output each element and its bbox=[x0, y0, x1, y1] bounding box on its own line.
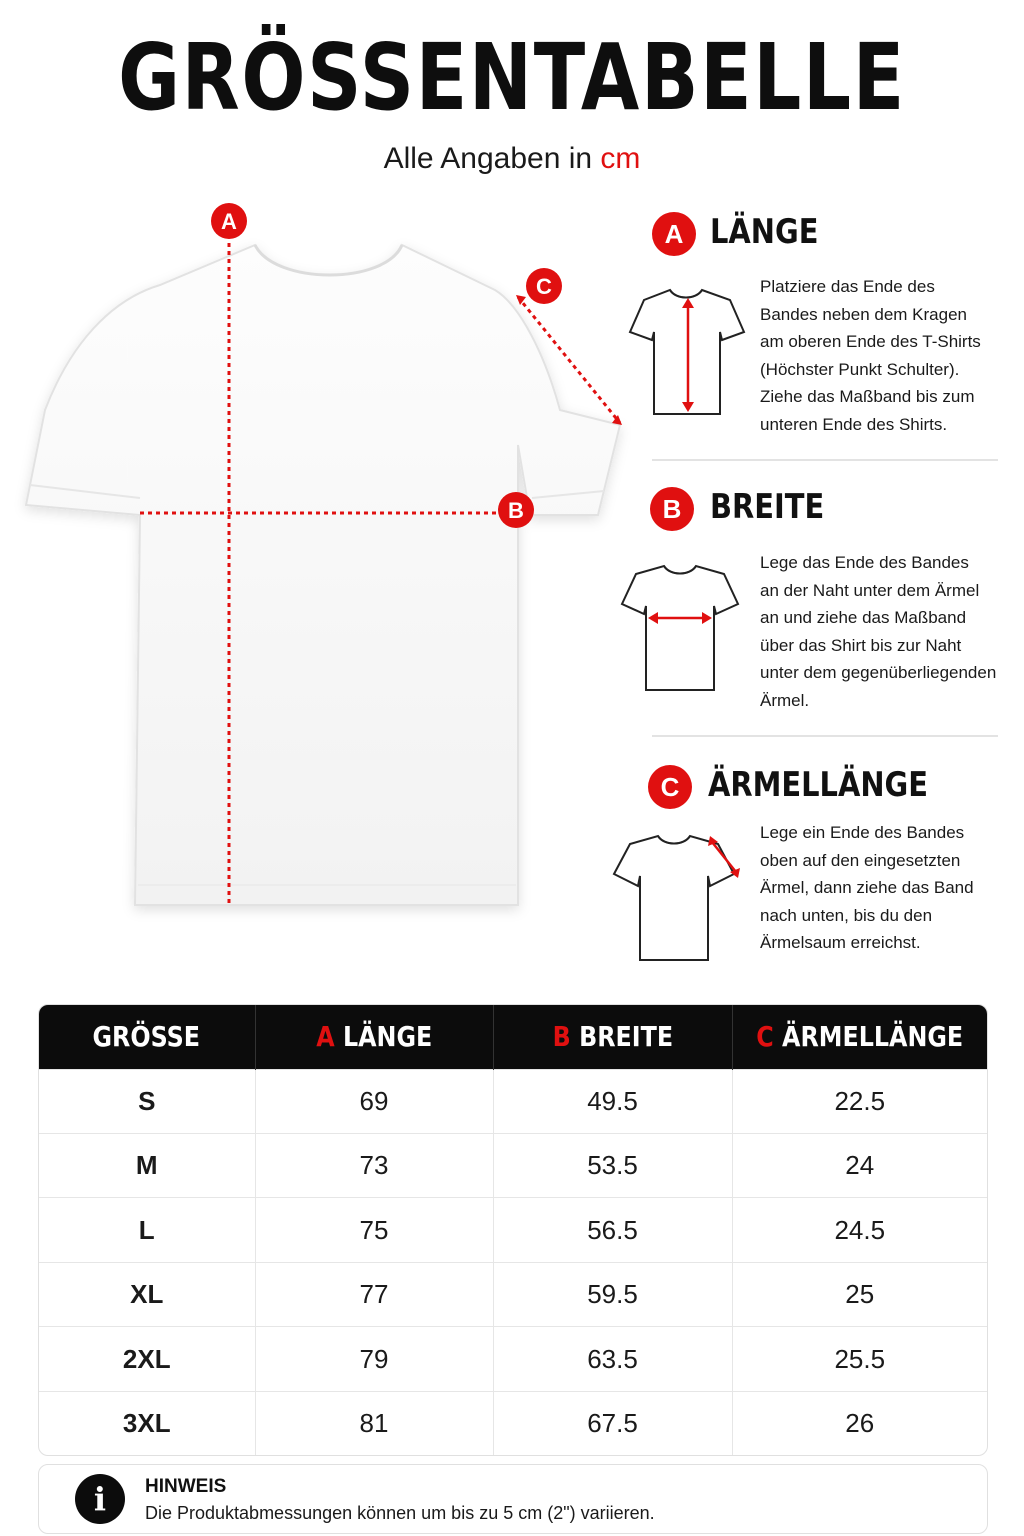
info-icon: i bbox=[75, 1474, 125, 1524]
section-b-line: Ärmel. bbox=[760, 690, 810, 710]
length-cell: 77 bbox=[255, 1262, 493, 1326]
note-title: HINWEIS bbox=[145, 1476, 227, 1497]
width-cell: 56.5 bbox=[493, 1198, 732, 1262]
width-cell: 63.5 bbox=[493, 1327, 732, 1391]
tshirt-illustration bbox=[0, 195, 640, 935]
width-cell: 59.5 bbox=[493, 1262, 732, 1326]
length-cell: 69 bbox=[255, 1069, 493, 1133]
size-table bbox=[38, 1004, 988, 1456]
table-row bbox=[39, 1069, 987, 1133]
note-text: Die Produktabmessungen können um bis zu 5 cm (2") variieren. bbox=[145, 1503, 655, 1523]
sleeve-cell: 25 bbox=[732, 1262, 987, 1326]
section-c-line: Ärmel, dann ziehe das Band bbox=[760, 878, 974, 898]
section-b-line: an der Naht unter dem Ärmel bbox=[760, 580, 980, 600]
header-width: B BREITE bbox=[493, 1005, 732, 1069]
width-cell: 67.5 bbox=[493, 1391, 732, 1455]
section-b-line: Lege das Ende des Bandes bbox=[760, 553, 969, 572]
section-b-line: unter dem gegenüberliegenden bbox=[760, 663, 997, 683]
page-subtitle bbox=[0, 142, 1024, 176]
section-a-line: Platziere das Ende des bbox=[760, 277, 935, 296]
subtitle-prefix: Alle Angaben in bbox=[383, 142, 593, 175]
section-b-text bbox=[760, 549, 1010, 715]
section-b-line: an und ziehe das Maßband bbox=[760, 608, 967, 628]
subtitle-unit: cm bbox=[600, 142, 641, 175]
measurement-diagram bbox=[0, 195, 640, 935]
section-b-badge: B bbox=[650, 487, 694, 531]
section-c-text bbox=[760, 819, 1010, 957]
size-cell: S bbox=[39, 1069, 255, 1133]
table-row bbox=[39, 1391, 987, 1455]
section-a-line: Ziehe das Maßband bis zum bbox=[760, 387, 975, 407]
section-c-line: nach unten, bis du den bbox=[760, 905, 933, 925]
header-length: A LÄNGE bbox=[255, 1005, 493, 1069]
section-a-badge: A bbox=[652, 212, 696, 256]
length-cell: 81 bbox=[255, 1391, 493, 1455]
section-a-line: Bandes neben dem Kragen bbox=[760, 304, 967, 324]
page-title: GRÖSSENTABELLE bbox=[118, 24, 906, 131]
section-a-line: (Höchster Punkt Schulter). bbox=[760, 359, 960, 379]
section-divider bbox=[652, 459, 998, 461]
section-a-line: am oberen Ende des T-Shirts bbox=[760, 332, 981, 352]
section-a-title: LÄNGE bbox=[710, 212, 819, 252]
width-cell: 49.5 bbox=[493, 1069, 732, 1133]
width-shirt-icon bbox=[618, 562, 742, 692]
size-cell: 2XL bbox=[39, 1327, 255, 1391]
section-c-line: Lege ein Ende des Bandes bbox=[760, 823, 965, 842]
table-row bbox=[39, 1262, 987, 1326]
section-b-title: BREITE bbox=[710, 487, 825, 527]
sleeve-shirt-icon bbox=[610, 832, 744, 962]
width-cell: 53.5 bbox=[493, 1133, 732, 1197]
marker-b: B bbox=[508, 498, 524, 523]
section-c-line: Ärmelsaum erreichst. bbox=[760, 933, 921, 953]
length-cell: 73 bbox=[255, 1133, 493, 1197]
size-cell: XL bbox=[39, 1262, 255, 1326]
header-size: GRÖSSE bbox=[92, 1020, 201, 1054]
length-shirt-icon bbox=[626, 286, 748, 420]
section-divider bbox=[652, 735, 998, 737]
table-header-row bbox=[39, 1005, 987, 1069]
sleeve-cell: 22.5 bbox=[732, 1069, 987, 1133]
size-cell: 3XL bbox=[39, 1391, 255, 1455]
section-c-title: ÄRMELLÄNGE bbox=[708, 765, 928, 805]
section-a-text bbox=[760, 273, 1010, 439]
section-a-line: unteren Ende des Shirts. bbox=[760, 414, 948, 434]
header-sleeve: C ÄRMELLÄNGE bbox=[732, 1005, 987, 1069]
section-c-badge: C bbox=[648, 765, 692, 809]
table-row bbox=[39, 1133, 987, 1197]
sleeve-cell: 25.5 bbox=[732, 1327, 987, 1391]
length-cell: 79 bbox=[255, 1327, 493, 1391]
section-b-line: über das Shirt bis zur Naht bbox=[760, 635, 962, 655]
sleeve-cell: 24 bbox=[732, 1133, 987, 1197]
marker-c: C bbox=[536, 274, 552, 299]
size-cell: L bbox=[39, 1198, 255, 1262]
table-row bbox=[39, 1198, 987, 1262]
sleeve-cell: 24.5 bbox=[732, 1198, 987, 1262]
table-row bbox=[39, 1327, 987, 1391]
section-c-line: oben auf den eingesetzten bbox=[760, 850, 961, 870]
note-box bbox=[38, 1464, 988, 1534]
length-cell: 75 bbox=[255, 1198, 493, 1262]
marker-a: A bbox=[221, 209, 237, 234]
size-cell: M bbox=[39, 1133, 255, 1197]
sleeve-cell: 26 bbox=[732, 1391, 987, 1455]
